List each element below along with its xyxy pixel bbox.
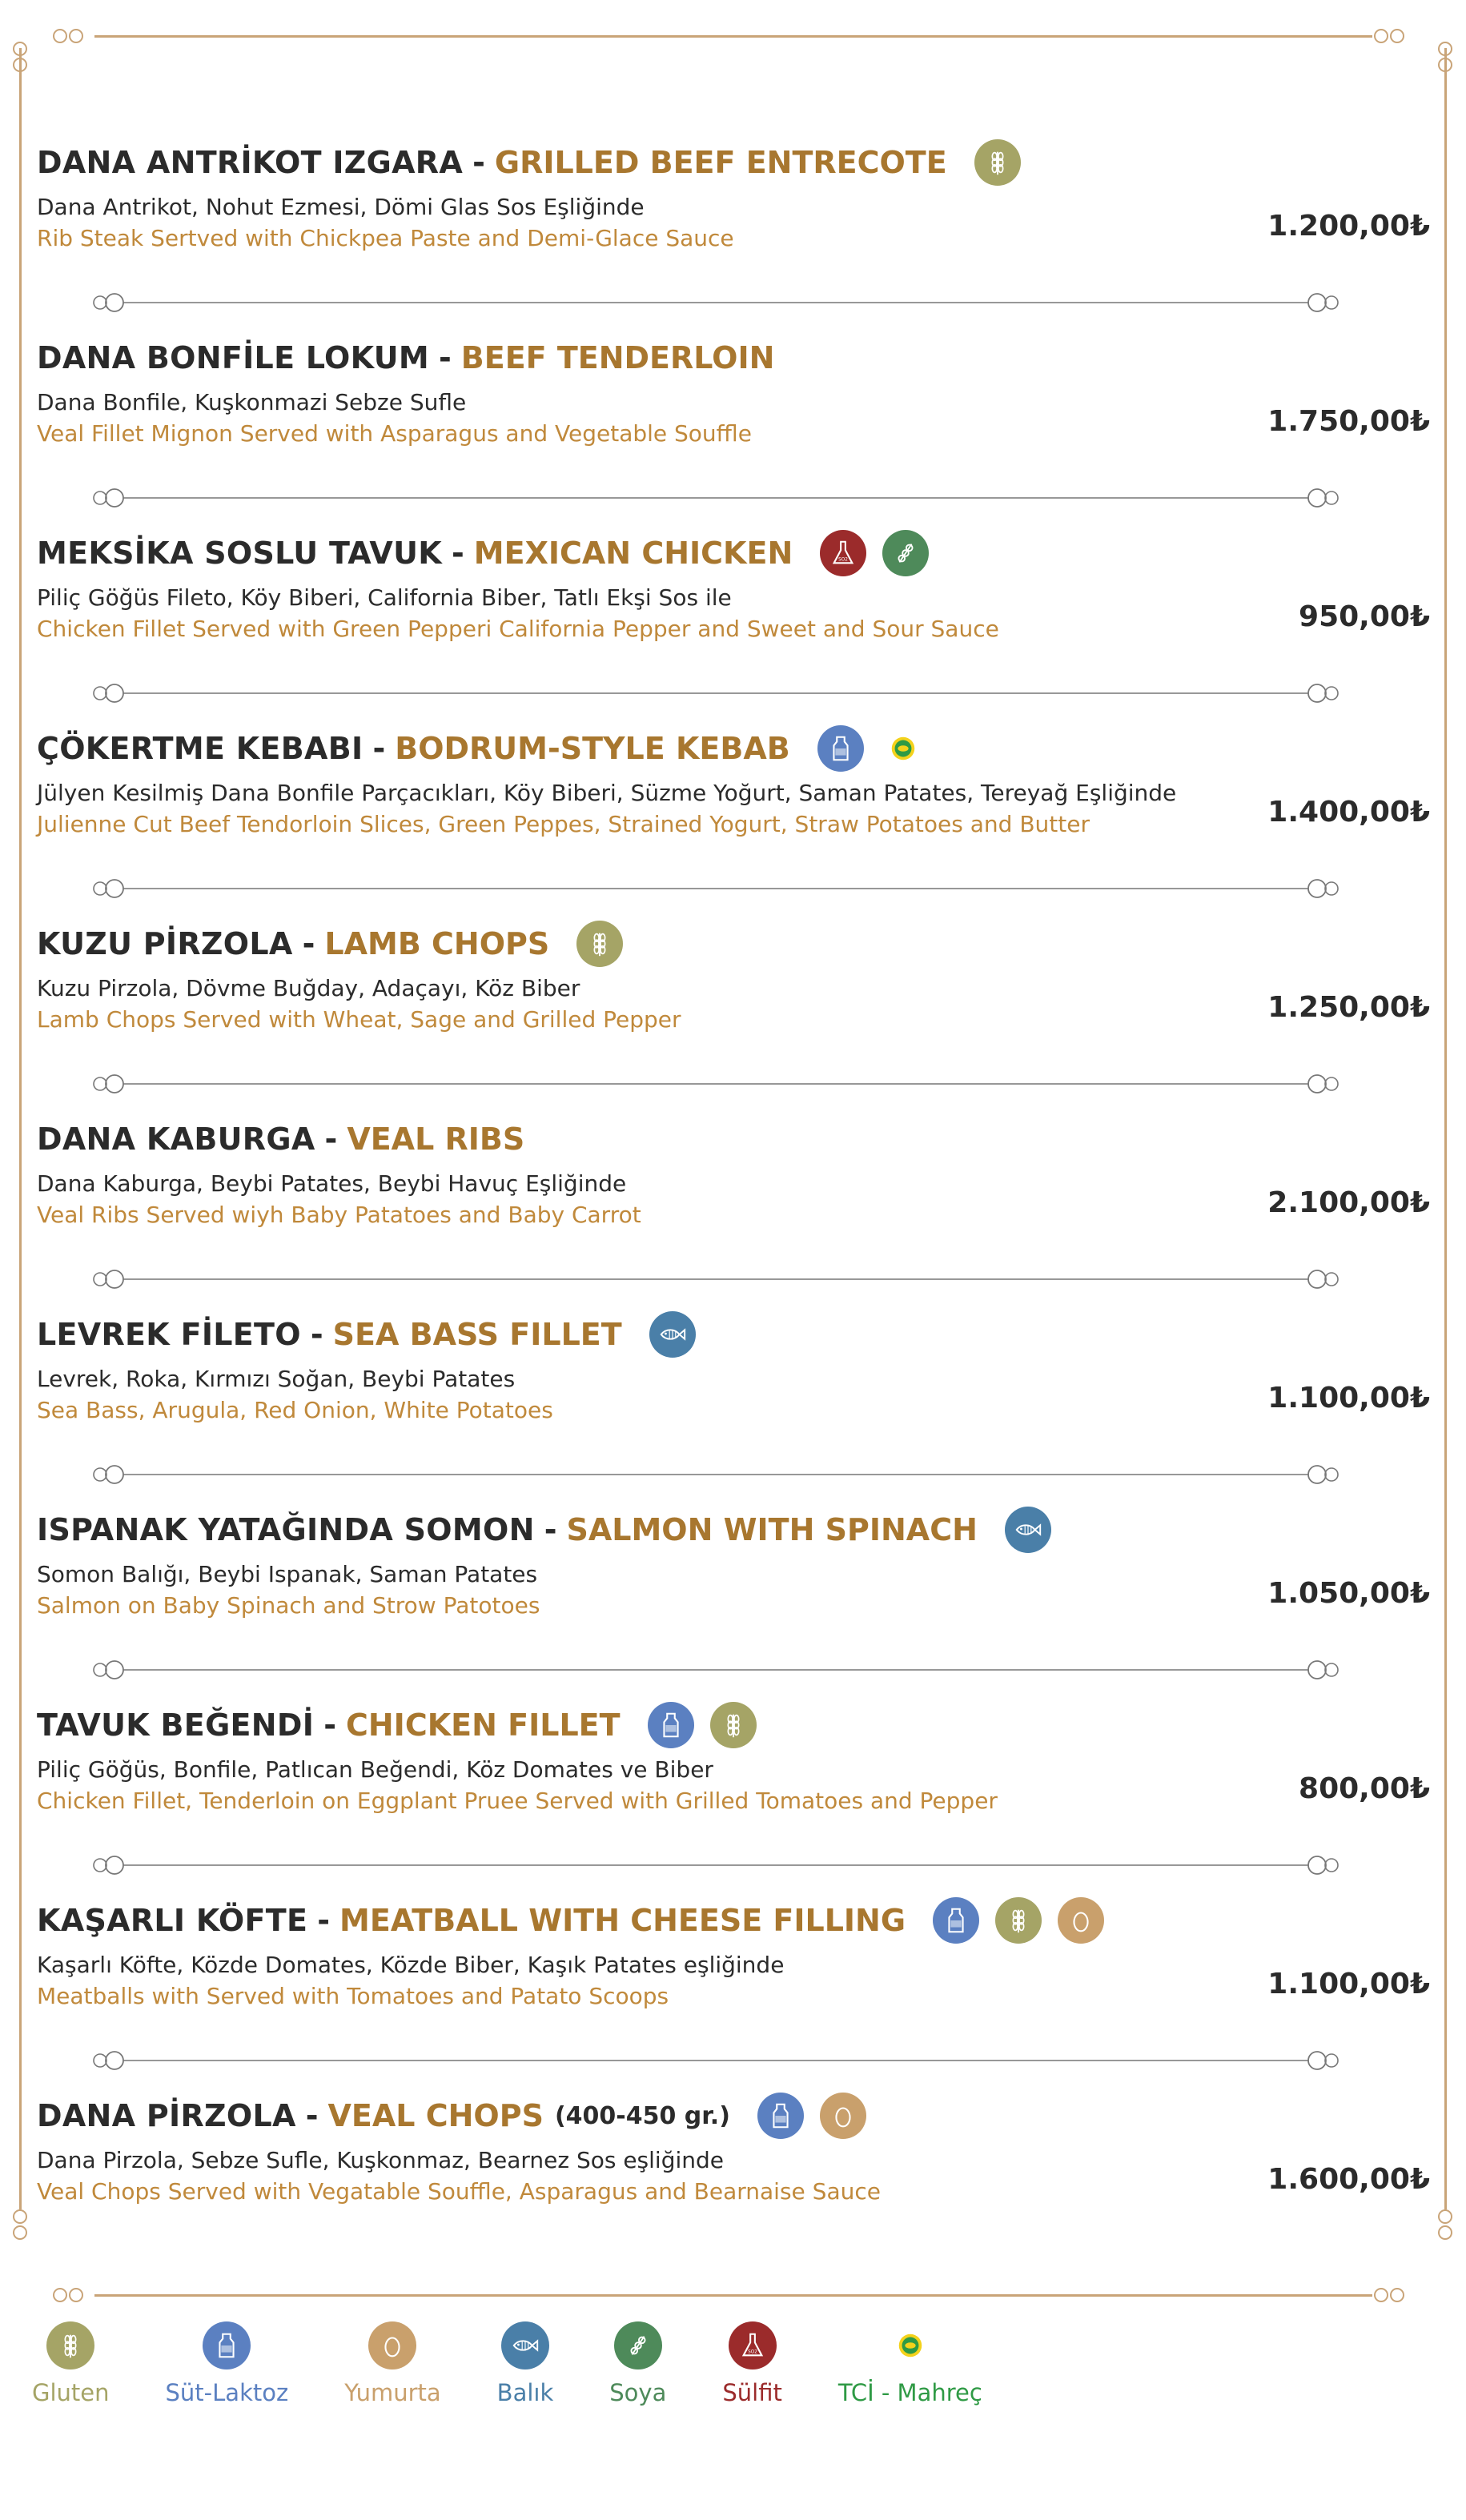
- frame-right-line: [1444, 48, 1447, 2209]
- soya-icon: [882, 530, 929, 576]
- sulfit-icon: [820, 530, 866, 576]
- corner-ornament: [1438, 2209, 1452, 2224]
- dish-name-tr: KAŞARLI KÖFTE: [37, 1903, 308, 1938]
- legend-item: [166, 2321, 289, 2406]
- title-separator: -: [323, 1707, 336, 1743]
- dish-price: 2.100,00₺: [1267, 1186, 1430, 1219]
- corner-ornament: [13, 58, 27, 72]
- legend-item: [722, 2321, 781, 2406]
- corner-ornament: [13, 2209, 27, 2224]
- title-separator: -: [324, 1122, 338, 1157]
- gluten-icon: [995, 1897, 1042, 1944]
- title-separator: -: [472, 145, 485, 180]
- menu-item: [37, 917, 1430, 1113]
- dish-description-en: Chicken Fillet Served with Green Pepperi California Pepper and Sweet and Sour Sauce: [37, 616, 999, 642]
- menu-item: [37, 1308, 1430, 1503]
- menu-item: [37, 1113, 1430, 1308]
- menu-item-title: [37, 722, 1430, 775]
- allergen-icons: [649, 1311, 696, 1358]
- yumurta-icon: [1058, 1897, 1104, 1944]
- dish-description-en: Veal Ribs Served wiyh Baby Patatoes and Baby Carrot: [37, 1202, 641, 1228]
- item-divider: [91, 1073, 1340, 1095]
- tci-icon: [886, 2321, 934, 2370]
- dish-description-tr: Dana Antrikot, Nohut Ezmesi, Dömi Glas Sos Eşliğinde: [37, 194, 645, 220]
- title-separator: -: [302, 926, 315, 961]
- balik-icon: [649, 1311, 696, 1358]
- dish-description-tr: Piliç Göğüs, Bonfile, Patlıcan Beğendi, Köz Domates ve Biber: [37, 1756, 713, 1783]
- dish-description-en: Veal Fillet Mignon Served with Asparagus and Vegetable Souffle: [37, 420, 752, 447]
- balik-icon: [1005, 1507, 1051, 1553]
- menu-item-title: [37, 1699, 1430, 1752]
- item-divider: [91, 1854, 1340, 1876]
- legend-label: Yumurta: [344, 2379, 441, 2406]
- sut-icon: [648, 1702, 694, 1748]
- title-separator: -: [544, 1512, 557, 1547]
- dish-name-en: VEAL CHOPS: [327, 2098, 544, 2133]
- menu-item: [37, 722, 1430, 917]
- item-divider: [91, 1659, 1340, 1681]
- allergen-icons: [576, 921, 623, 967]
- dish-description-en: Julienne Cut Beef Tendorloin Slices, Green Peppes, Strained Yogurt, Straw Potatoes and Butter: [37, 811, 1090, 837]
- corner-ornament: [1374, 2288, 1388, 2302]
- menu-item-title: [37, 2089, 1430, 2142]
- corner-ornament: [1374, 29, 1388, 43]
- menu-item: [37, 136, 1430, 331]
- dish-description-en: Rib Steak Sertved with Chickpea Paste and Demi-Glace Sauce: [37, 225, 734, 251]
- dish-name-tr: LEVREK FİLETO: [37, 1317, 301, 1352]
- dish-price: 1.600,00₺: [1267, 2163, 1430, 2196]
- sut-icon: [757, 2093, 804, 2139]
- legend-item: [497, 2321, 554, 2406]
- menu-item-title: [37, 527, 1430, 580]
- dish-description-en: Meatballs with Served with Tomatoes and Patato Scoops: [37, 1983, 669, 2009]
- dish-price: 1.750,00₺: [1267, 405, 1430, 438]
- dish-description-tr: Kaşarlı Köfte, Közde Domates, Közde Biber, Kaşık Patates eşliğinde: [37, 1952, 785, 1978]
- legend-label: Gluten: [32, 2379, 110, 2406]
- corner-ornament: [1438, 2225, 1452, 2240]
- tci-icon: [880, 725, 926, 772]
- legend-label: Sülfit: [722, 2379, 782, 2406]
- allergen-legend: [32, 2321, 1038, 2406]
- dish-description-en: Sea Bass, Arugula, Red Onion, White Potatoes: [37, 1397, 553, 1423]
- allergen-icons: [974, 139, 1021, 186]
- title-separator: -: [372, 731, 386, 766]
- allergen-icons: [817, 725, 926, 772]
- title-separator: -: [310, 1317, 323, 1352]
- dish-price: 800,00₺: [1299, 1772, 1430, 1805]
- dish-name-en: CHICKEN FILLET: [345, 1707, 621, 1743]
- title-separator: -: [438, 340, 452, 375]
- dish-name-tr: DANA KABURGA: [37, 1122, 315, 1157]
- dish-description-en: Veal Chops Served with Vegatable Souffle, Asparagus and Bearnaise Sauce: [37, 2178, 881, 2205]
- dish-name-tr: DANA ANTRİKOT IZGARA: [37, 145, 464, 180]
- item-divider: [91, 291, 1340, 314]
- item-divider: [91, 682, 1340, 704]
- yumurta-icon: [820, 2093, 866, 2139]
- dish-name-tr: KUZU PİRZOLA: [37, 926, 293, 961]
- legend-label: Süt-Laktoz: [165, 2379, 289, 2406]
- item-divider: [91, 1463, 1340, 1486]
- menu-item-title: [37, 1503, 1430, 1556]
- legend-label: Soya: [609, 2379, 667, 2406]
- menu-item: [37, 2089, 1430, 2285]
- corner-ornament: [13, 42, 27, 56]
- menu-item: [37, 1503, 1430, 1699]
- title-separator: -: [305, 2098, 319, 2133]
- dish-price: 950,00₺: [1299, 600, 1430, 633]
- dish-name-en: BEEF TENDERLOIN: [460, 340, 775, 375]
- dish-name-en: SEA BASS FILLET: [332, 1317, 622, 1352]
- dish-description-en: Salmon on Baby Spinach and Strow Patotoes: [37, 1592, 540, 1619]
- allergen-icons: [1005, 1507, 1051, 1553]
- menu-item-title: [37, 136, 1430, 189]
- gluten-icon: [974, 139, 1021, 186]
- menu-item-title: [37, 1894, 1430, 1947]
- dish-name-en: MEXICAN CHICKEN: [473, 536, 793, 571]
- menu-item: [37, 527, 1430, 722]
- item-divider: [91, 1268, 1340, 1290]
- sut-icon: [933, 1897, 979, 1944]
- allergen-icons: [933, 1897, 1104, 1944]
- balik-icon: [501, 2321, 549, 2370]
- dish-name-tr: TAVUK BEĞENDİ: [37, 1707, 315, 1743]
- svg-text:SO2: SO2: [747, 2349, 757, 2355]
- frame-bottom-line: [94, 2294, 1372, 2297]
- dish-price: 1.250,00₺: [1267, 991, 1430, 1024]
- dish-name-tr: ÇÖKERTME KEBABI: [37, 731, 363, 766]
- title-separator: -: [452, 536, 464, 571]
- legend-item: [32, 2321, 110, 2406]
- dish-price: 1.400,00₺: [1267, 796, 1430, 829]
- allergen-icons: [820, 530, 929, 576]
- menu-item: [37, 1699, 1430, 1894]
- dish-description-en: Lamb Chops Served with Wheat, Sage and Grilled Pepper: [37, 1006, 681, 1033]
- corner-ornament: [69, 2288, 83, 2302]
- legend-label: Balık: [496, 2379, 554, 2406]
- gluten-icon: [710, 1702, 757, 1748]
- corner-ornament: [1438, 42, 1452, 56]
- corner-ornament: [53, 2288, 67, 2302]
- dish-description-tr: Dana Bonfile, Kuşkonmazi Sebze Sufle: [37, 389, 467, 415]
- item-divider: [91, 2049, 1340, 2072]
- dish-name-tr: DANA BONFİLE LOKUM: [37, 340, 429, 375]
- legend-item: [609, 2321, 666, 2406]
- dish-name-en: GRILLED BEEF ENTRECOTE: [494, 145, 947, 180]
- sulfit-icon: [729, 2321, 777, 2370]
- item-divider: [91, 877, 1340, 900]
- dish-description-tr: Dana Kaburga, Beybi Patates, Beybi Havuç Eşliğinde: [37, 1170, 627, 1197]
- gluten-icon: [576, 921, 623, 967]
- menu-item-title: [37, 331, 1430, 384]
- legend-item: [838, 2321, 982, 2406]
- dish-price: 1.100,00₺: [1267, 1968, 1430, 2000]
- menu-item-title: [37, 1113, 1430, 1166]
- svg-text:SO2: SO2: [838, 557, 849, 563]
- sut-icon: [203, 2321, 251, 2370]
- title-separator: -: [317, 1903, 331, 1938]
- dish-description-tr: Piliç Göğüs Fileto, Köy Biberi, California Biber, Tatlı Ekşi Sos ile: [37, 584, 732, 611]
- corner-ornament: [1390, 2288, 1404, 2302]
- dish-description-tr: Somon Balığı, Beybi Ispanak, Saman Patates: [37, 1561, 538, 1587]
- corner-ornament: [1390, 29, 1404, 43]
- menu-item: [37, 331, 1430, 527]
- menu-item: [37, 1894, 1430, 2089]
- corner-ornament: [1438, 58, 1452, 72]
- soya-icon: [614, 2321, 662, 2370]
- menu-list: [37, 136, 1430, 2285]
- dish-description-tr: Dana Pirzola, Sebze Sufle, Kuşkonmaz, Bearnez Sos eşliğinde: [37, 2147, 725, 2173]
- corner-ornament: [69, 29, 83, 43]
- allergen-icons: [648, 1702, 757, 1748]
- legend-label: TCİ - Mahreç: [837, 2379, 982, 2406]
- frame-top-line: [94, 35, 1372, 38]
- yumurta-icon: [368, 2321, 416, 2370]
- corner-ornament: [53, 29, 67, 43]
- dish-portion-note: (400-450 gr.): [554, 2101, 730, 2130]
- gluten-icon: [46, 2321, 94, 2370]
- dish-description-tr: Jülyen Kesilmiş Dana Bonfile Parçacıkları, Köy Biberi, Süzme Yoğurt, Saman Patates, Tereyağ Eşliğinde: [37, 780, 1177, 806]
- legend-item: [344, 2321, 440, 2406]
- dish-name-tr: DANA PİRZOLA: [37, 2098, 296, 2133]
- dish-price: 1.100,00₺: [1267, 1382, 1430, 1414]
- frame-left-line: [19, 48, 22, 2209]
- allergen-icons: [757, 2093, 866, 2139]
- dish-name-tr: ISPANAK YATAĞINDA SOMON: [37, 1512, 535, 1547]
- corner-ornament: [13, 2225, 27, 2240]
- menu-item-title: [37, 917, 1430, 970]
- menu-item-title: [37, 1308, 1430, 1361]
- dish-description-tr: Levrek, Roka, Kırmızı Soğan, Beybi Patates: [37, 1366, 516, 1392]
- dish-name-en: VEAL RIBS: [347, 1122, 525, 1157]
- dish-name-tr: MEKSİKA SOSLU TAVUK: [37, 536, 443, 571]
- dish-description-tr: Kuzu Pirzola, Dövme Buğday, Adaçayı, Köz Biber: [37, 975, 580, 1001]
- dish-description-en: Chicken Fillet, Tenderloin on Eggplant Pruee Served with Grilled Tomatoes and Pepper: [37, 1788, 998, 1814]
- sut-icon: [817, 725, 864, 772]
- item-divider: [91, 487, 1340, 509]
- dish-price: 1.200,00₺: [1267, 210, 1430, 243]
- dish-price: 1.050,00₺: [1267, 1577, 1430, 1610]
- dish-name-en: LAMB CHOPS: [324, 926, 550, 961]
- dish-name-en: MEATBALL WITH CHEESE FILLING: [339, 1903, 906, 1938]
- dish-name-en: BODRUM-STYLE KEBAB: [395, 731, 790, 766]
- dish-name-en: SALMON WITH SPINACH: [566, 1512, 978, 1547]
